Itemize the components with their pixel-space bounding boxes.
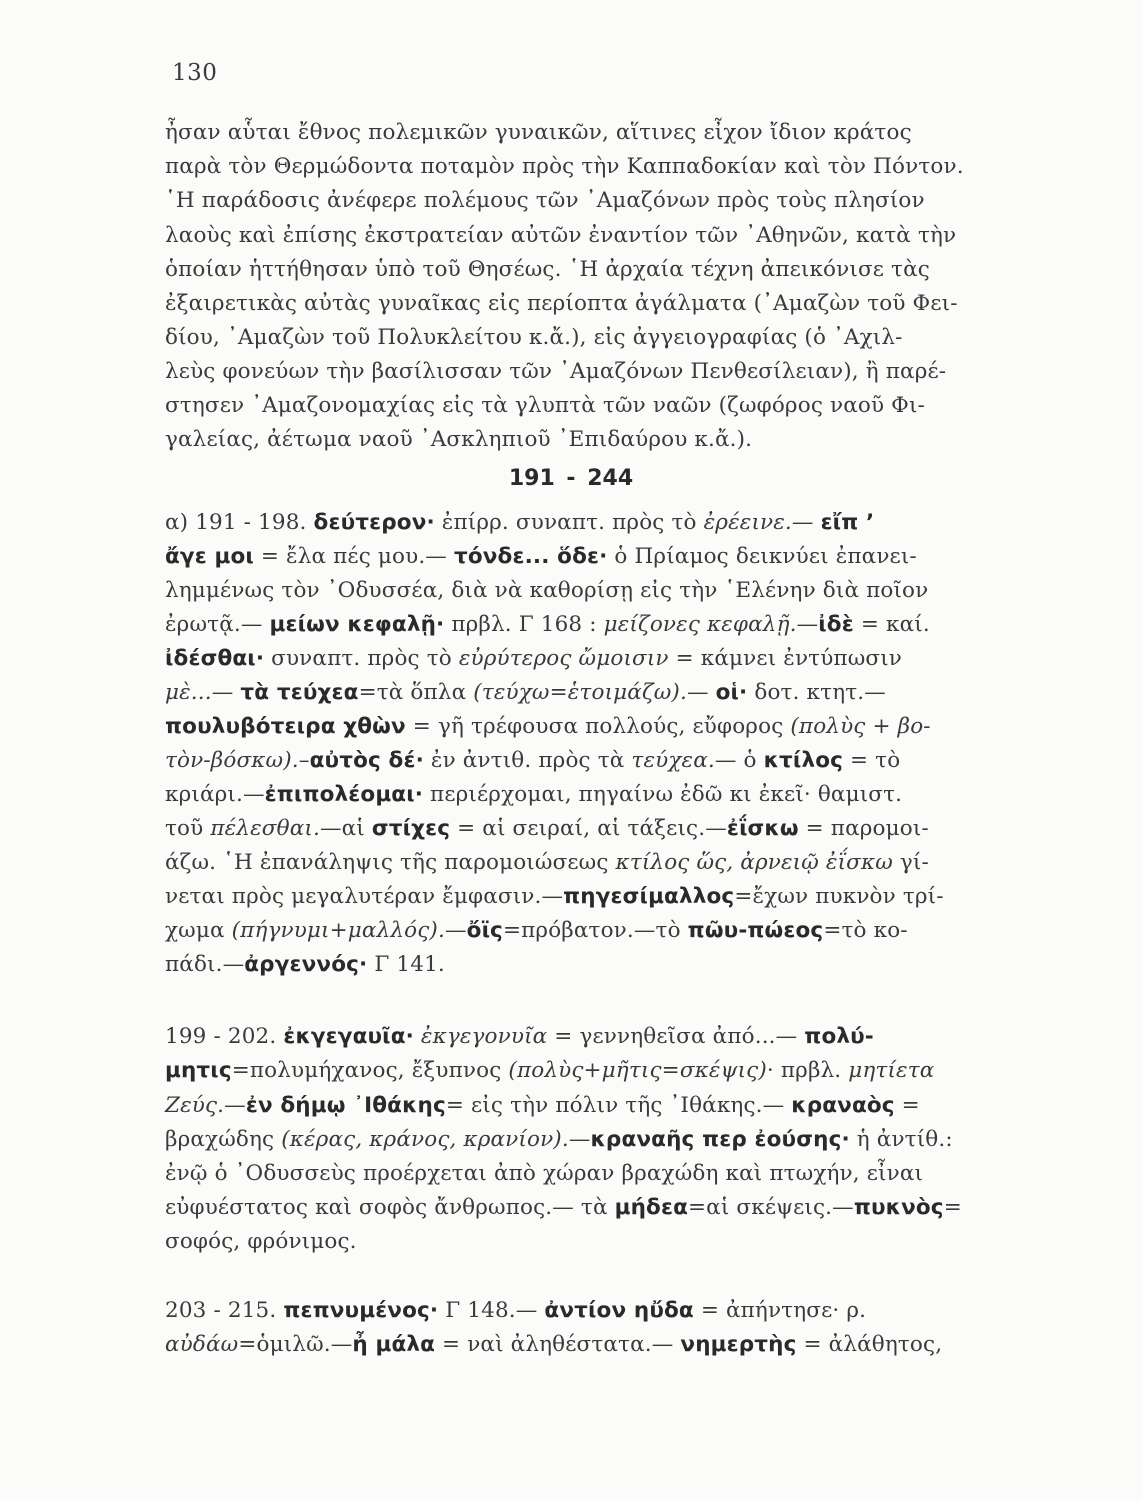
bold-term: ἄγε μοι bbox=[165, 544, 254, 569]
italic-text: (πολὺς+μῆτις=σκέψις) bbox=[508, 1058, 767, 1083]
text-run: – bbox=[298, 748, 310, 773]
bold-term: ὄϊς bbox=[466, 918, 503, 943]
text-run: =αἱ σκέψεις.— bbox=[688, 1195, 854, 1220]
text-run: = αἱ σειραί, αἱ τάξεις.— bbox=[450, 816, 727, 841]
text-run: — bbox=[686, 680, 716, 705]
bold-term: κραναῆς περ ἐούσης· bbox=[590, 1127, 850, 1152]
text-line bbox=[165, 425, 752, 455]
bold-term: εἴπ ’ bbox=[820, 510, 875, 535]
text-run: τοῦ bbox=[165, 816, 211, 841]
bold-term: ἰδὲ bbox=[818, 612, 854, 637]
bold-term: πολύ- bbox=[804, 1024, 874, 1049]
text-run: δίου, ᾿Αμαζὼν τοῦ Πολυκλείτου κ.ἄ.), εἰς ἀγγειογραφίας (ὁ ᾿Αχιλ- bbox=[165, 325, 903, 350]
text-line bbox=[165, 391, 925, 421]
text-run: ἐπίρρ. συναπτ. πρὸς τὸ bbox=[434, 510, 704, 535]
bold-term: τὰ τεύχεα bbox=[240, 680, 359, 705]
text-run: ἦσαν αὗται ἔθνος πολεμικῶν γυναικῶν, αἵτινες εἶχον ἴδιον κράτος bbox=[165, 120, 912, 145]
text-line bbox=[165, 848, 929, 878]
bold-term: οἱ· bbox=[715, 680, 748, 705]
text-line bbox=[165, 712, 931, 742]
bold-term: πυκνὸς bbox=[853, 1195, 944, 1220]
text-run: · πρβλ. bbox=[766, 1058, 849, 1083]
text-line bbox=[165, 576, 928, 606]
bold-term: πεπνυμένος· bbox=[283, 1298, 439, 1323]
text-line bbox=[165, 1125, 953, 1155]
text-run: ῾Η παράδοσις ἀνέφερε πολέμους τῶν ᾿Αμαζόνων πρὸς τοὺς πλησίον bbox=[165, 188, 925, 213]
text-line bbox=[165, 814, 929, 844]
text-run: λεὺς φονεύων τὴν βασίλισσαν τῶν ᾿Αμαζόνων Πενθεσίλειαν), ἢ παρέ- bbox=[165, 359, 947, 384]
text-run: εὐφυέστατος καὶ σοφὸς ἄνθρωπος.— τὰ bbox=[165, 1195, 615, 1220]
text-line bbox=[165, 255, 930, 285]
text-run: Γ 148.— bbox=[438, 1298, 545, 1323]
bold-term: ἀργεννός· bbox=[244, 952, 368, 977]
text-run: =ὁμιλῶ.— bbox=[238, 1332, 353, 1357]
text-run: — bbox=[791, 510, 821, 535]
text-line bbox=[165, 542, 917, 572]
bold-term: πηγεσίμαλλος bbox=[563, 884, 735, 909]
text-run: ἐνῷ ὁ ᾿Οδυσσεὺς προέρχεται ἀπὸ χώραν βραχώδη καὶ πτωχήν, εἶναι bbox=[165, 1161, 924, 1186]
text-line bbox=[165, 323, 903, 353]
text-run: = παρομοι- bbox=[798, 816, 929, 841]
text-run: = ἀλάθητος, bbox=[796, 1332, 943, 1357]
text-run: = εἰς τὴν πόλιν τῆς ᾿Ιθάκης.— bbox=[445, 1093, 792, 1118]
text-line bbox=[165, 118, 912, 148]
text-run: =πολυμήχανος, ἔξυπνος bbox=[231, 1058, 509, 1083]
text-line bbox=[165, 678, 886, 708]
text-run: —αἱ bbox=[319, 816, 372, 841]
text-line bbox=[165, 1227, 357, 1257]
text-run: — bbox=[224, 1093, 246, 1118]
text-run: συναπτ. πρὸς τὸ bbox=[264, 646, 459, 671]
text-run: σοφός, φρόνιμος. bbox=[165, 1229, 357, 1254]
italic-text: μητίετα bbox=[848, 1058, 935, 1083]
page-number: 130 bbox=[172, 60, 218, 86]
text-line bbox=[165, 1296, 866, 1326]
bold-term: κτίλος bbox=[763, 748, 844, 773]
italic-text: (κέρας, κράνος, κρανίον). bbox=[281, 1127, 569, 1152]
text-run: = τὸ bbox=[843, 748, 901, 773]
text-run: = γῆ τρέφουσα πολλούς, εὔφορος bbox=[405, 714, 791, 739]
text-run: ὁποίαν ἡττήθησαν ὑπὸ τοῦ Θησέως. ῾Η ἀρχαία τέχνη ἀπεικόνισε τὰς bbox=[165, 257, 930, 282]
bold-term: δεύτερον· bbox=[313, 510, 435, 535]
bold-term: ἦ μάλα bbox=[352, 1332, 436, 1357]
bold-term: ἐπιπολέομαι· bbox=[264, 782, 424, 807]
text-run: δοτ. κτητ.— bbox=[747, 680, 886, 705]
bold-term: ἀντίον ηὔδα bbox=[544, 1298, 694, 1323]
text-line bbox=[165, 610, 930, 640]
text-run: γαλείας, ἀέτωμα ναοῦ ᾿Ασκληπιοῦ ᾿Επιδαύρου κ.ἄ.). bbox=[165, 427, 753, 452]
text-run: =ἔχων πυκνὸν τρί- bbox=[734, 884, 944, 909]
text-line bbox=[165, 882, 944, 912]
text-line bbox=[165, 1193, 962, 1223]
bold-term: μήδεα bbox=[614, 1195, 689, 1220]
text-run: = ναὶ ἀληθέστατα.— bbox=[435, 1332, 681, 1357]
text-line bbox=[165, 1330, 942, 1360]
text-run: — ὁ bbox=[714, 748, 764, 773]
text-line bbox=[165, 780, 902, 810]
italic-text: τεύχεα. bbox=[631, 748, 715, 773]
text-run: λημμένως τὸν ᾿Οδυσσέα, διὰ νὰ καθορίσῃ εἰς τὴν ῾Ελένην διὰ ποῖον bbox=[165, 578, 929, 603]
text-line bbox=[165, 221, 956, 251]
text-run: α) 191 - 198. bbox=[165, 510, 314, 535]
text-run: = ἀπήντησε· ρ. bbox=[693, 1298, 867, 1323]
text-line bbox=[165, 950, 445, 980]
text-run: — bbox=[568, 1127, 591, 1152]
text-run: — bbox=[796, 612, 819, 637]
bold-term: μητις bbox=[165, 1058, 232, 1083]
text-run: χωμα bbox=[165, 918, 232, 943]
text-line bbox=[165, 186, 925, 216]
bold-term: τόνδε... ὅδε· bbox=[453, 544, 608, 569]
italic-text: εὐρύτερος ὤμοισιν bbox=[458, 646, 669, 671]
italic-text: μὲ... bbox=[165, 680, 212, 705]
text-run: βραχώδης bbox=[165, 1127, 282, 1152]
text-line bbox=[165, 1022, 874, 1052]
text-run: ἐρωτᾷ.— bbox=[165, 612, 270, 637]
text-line bbox=[165, 916, 908, 946]
italic-text: μείζονες κεφαλῇ. bbox=[603, 612, 797, 637]
italic-text: (πολὺς + βο- bbox=[790, 714, 931, 739]
text-run: πρβλ. Γ 168 : bbox=[444, 612, 604, 637]
text-run: κριάρι.— bbox=[165, 782, 265, 807]
italic-text: (τεύχω=ἑτοιμάζω). bbox=[473, 680, 687, 705]
italic-text: τὸν-βόσκω). bbox=[165, 748, 299, 773]
bold-term: πῶυ-πώεος bbox=[687, 918, 824, 943]
text-run: γί- bbox=[892, 850, 929, 875]
bold-term: νημερτὴς bbox=[680, 1332, 797, 1357]
text-run: = καί. bbox=[853, 612, 930, 637]
bold-term: ἐκγεγαυῖα· bbox=[283, 1024, 414, 1049]
text-run: λαοὺς καὶ ἐπίσης ἐκστρατείαν αὐτῶν ἐναντίον τῶν ᾿Αθηνῶν, κατὰ τὴν bbox=[165, 223, 957, 248]
text-run: Γ 141. bbox=[367, 952, 445, 977]
italic-text: κτίλος ὥς, ἀρνειῷ ἐΐσκω bbox=[615, 850, 893, 875]
text-run: — bbox=[211, 680, 241, 705]
text-run bbox=[414, 1024, 421, 1049]
italic-text: ἐρέεινε. bbox=[703, 510, 792, 535]
italic-text: ἐκγεγονυῖα bbox=[420, 1024, 548, 1049]
bold-term: στίχες bbox=[371, 816, 451, 841]
text-run: ἡ ἀντίθ.: bbox=[849, 1127, 953, 1152]
bold-term: αὐτὸς δέ· bbox=[309, 748, 424, 773]
text-run: στησεν ᾿Αμαζονομαχίας εἰς τὰ γλυπτὰ τῶν ναῶν (ζωφόρος ναοῦ Φι- bbox=[165, 393, 925, 418]
text-line bbox=[165, 508, 874, 538]
text-line bbox=[165, 357, 946, 387]
text-run: περιέρχομαι, πηγαίνω ἐδῶ κι ἐκεῖ· θαμιστ. bbox=[423, 782, 903, 807]
italic-text: Ζεύς. bbox=[165, 1093, 225, 1118]
bold-term: πουλυβότειρα χθὼν bbox=[165, 714, 406, 739]
text-run: ἐξαιρετικὰς αὐτὰς γυναῖκας εἰς περίοπτα ἀγάλματα (᾿Αμαζὼν τοῦ Φει- bbox=[165, 291, 958, 316]
text-run: = bbox=[894, 1093, 920, 1118]
text-run: ὁ Πρίαμος δεικνύει ἐπανει- bbox=[607, 544, 917, 569]
text-run: 203 - 215. bbox=[165, 1298, 284, 1323]
text-run: =πρόβατον.—τὸ bbox=[502, 918, 688, 943]
text-run: = γεννηθεῖσα ἀπό...— bbox=[547, 1024, 805, 1049]
italic-text: πέλεσθαι. bbox=[210, 816, 320, 841]
text-line bbox=[165, 746, 900, 776]
text-run: 199 - 202. bbox=[165, 1024, 284, 1049]
italic-text: (πήγνυμι+μαλλός). bbox=[231, 918, 445, 943]
bold-term: ἐν δήμῳ ᾿Ιθάκης bbox=[245, 1093, 446, 1118]
bold-term: μείων κεφαλῇ· bbox=[269, 612, 445, 637]
text-run: νεται πρὸς μεγαλυτέραν ἔμφασιν.— bbox=[165, 884, 564, 909]
text-line bbox=[165, 644, 902, 674]
italic-text: αὐδάω bbox=[165, 1332, 239, 1357]
text-run: άζω. ῾Η ἐπανάληψις τῆς παρομοιώσεως bbox=[165, 850, 616, 875]
bold-term: ἰδέσθαι· bbox=[165, 646, 265, 671]
text-run: = ἔλα πές μου.— bbox=[253, 544, 454, 569]
bold-term: κραναὸς bbox=[791, 1093, 895, 1118]
text-run: — bbox=[444, 918, 467, 943]
text-line bbox=[165, 1159, 923, 1189]
text-run: = bbox=[943, 1195, 962, 1220]
text-line bbox=[165, 1091, 920, 1121]
text-run: = κάμνει ἐντύπωσιν bbox=[668, 646, 903, 671]
text-line bbox=[165, 289, 958, 319]
text-run: =τὰ ὅπλα bbox=[358, 680, 474, 705]
text-run: =τὸ κο- bbox=[823, 918, 908, 943]
text-run: ἐν ἀντιθ. πρὸς τὰ bbox=[423, 748, 632, 773]
text-line bbox=[165, 152, 964, 182]
text-run: πάδι.— bbox=[165, 952, 245, 977]
text-line bbox=[165, 1056, 934, 1086]
bold-term: ἐΐσκω bbox=[726, 816, 799, 841]
text-run: παρὰ τὸν Θερμώδοντα ποταμὸν πρὸς τὴν Καππαδοκίαν καὶ τὸν Πόντον. bbox=[165, 154, 964, 179]
section-heading: 191 - 244 bbox=[508, 466, 634, 491]
